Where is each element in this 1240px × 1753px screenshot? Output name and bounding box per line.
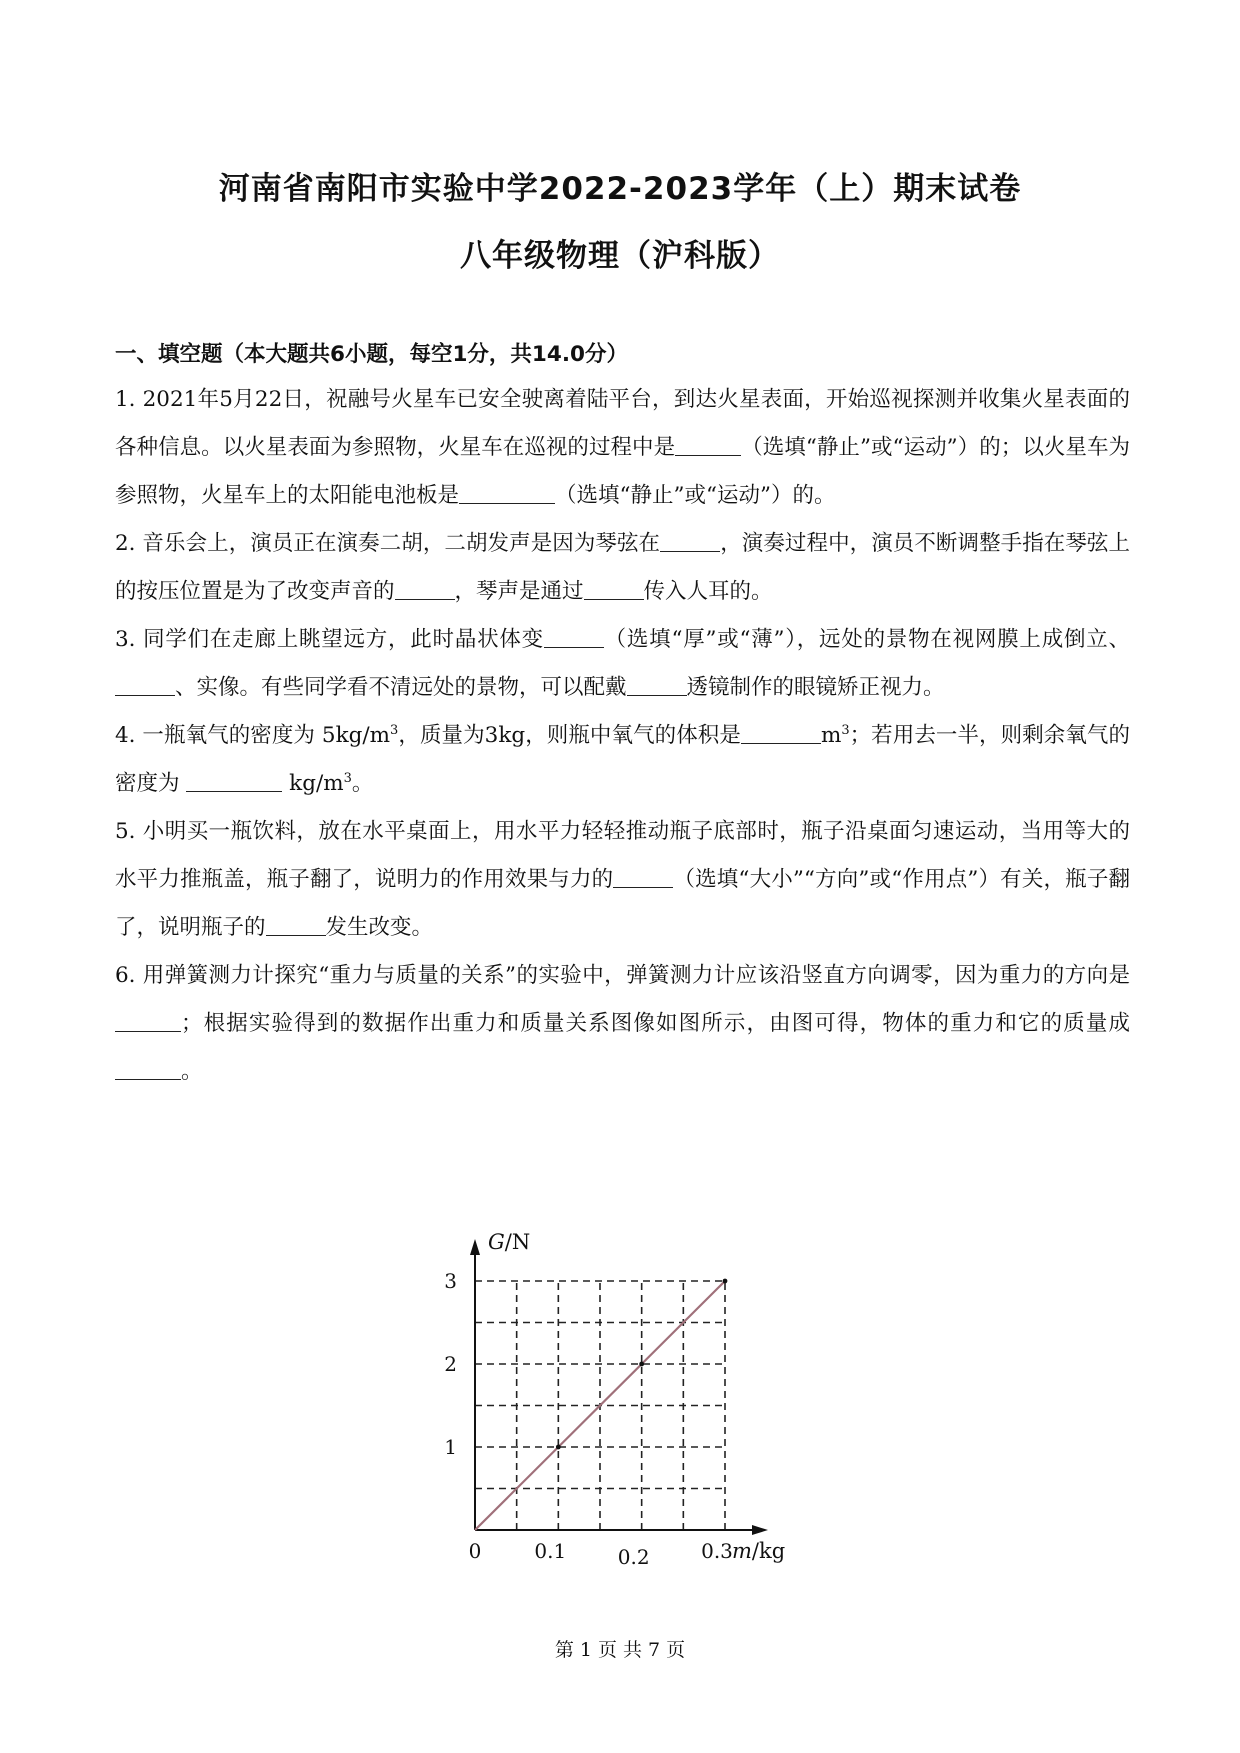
question-6 [115,952,1130,1096]
answer-blank[interactable] [115,1011,181,1032]
y-tick-label: 2 [444,1352,457,1376]
question-text: 1. 2021年5月22日，祝融号火星车已安全驶离着陆平台，到达火星表面，开始巡视探测并收集火星表面的各种信息。以火星表面为参照物，火星车在巡视的过程中是 [115,387,1130,460]
answer-blank[interactable] [115,1059,181,1080]
question-text: 6. 用弹簧测力计探究“重力与质量的关系”的实验中，弹簧测力计应该沿竖直方向调零，因为重力的方向是 [115,963,1130,988]
page-footer: 第 1 页 共 7 页 [554,1639,686,1661]
data-point [556,1445,561,1450]
question-text: 2. 音乐会上，演员正在演奏二胡，二胡发声是因为琴弦在 [115,531,661,556]
gravity-mass-chart [420,1225,800,1565]
section-heading: 一、填空题（本大题共6小题，每空1分，共14.0分） [115,342,628,367]
superscript: 3 [343,770,352,786]
question-text: 传入人耳的。 [643,579,773,604]
x-axis-arrow [752,1525,768,1535]
answer-blank[interactable] [186,771,282,792]
data-point [639,1362,644,1367]
answer-blank[interactable] [544,627,604,648]
answer-blank[interactable] [613,867,673,888]
question-text: （选填“静止”或“运动”）的。 [555,483,836,508]
answer-blank[interactable] [675,435,741,456]
question-text: 3. 同学们在走廊上眺望远方，此时晶状体变 [115,627,544,652]
y-axis-label: G/N [488,1230,531,1254]
question-text: （选填“静止”或“运动”）的；以火星车为参照物，火星车上的太阳能电池板是 [115,435,1131,508]
question-text: kg/m [282,771,344,796]
question-text: （选填“大小”“方向”或“作用点”）有关，瓶子翻了，说明瓶子的 [115,867,1130,940]
x-tick-label: 0.3 [701,1539,733,1563]
answer-blank[interactable] [459,483,555,504]
x-tick-label: 0.2 [617,1545,650,1565]
question-text: 5. 小明买一瓶饮料，放在水平桌面上，用水平力轻轻推动瓶子底部时，瓶子沿桌面匀速运动，当用等大的水平力推瓶盖，瓶子翻了，说明力的作用效果与力的 [115,819,1130,892]
y-axis-arrow [470,1239,480,1255]
question-text: ；根据实验得到的数据作出重力和质量关系图像如图所示，由图可得，物体的重力和它的质量成 [181,1011,1130,1036]
y-tick-label: 3 [444,1269,457,1293]
page-title: 河南省南阳市实验中学2022-2023学年（上）期末试卷 [218,171,1022,207]
question-2 [115,520,1130,616]
superscript: 3 [841,722,850,738]
question-text: ，演奏过程中，演员不断调整手指在琴弦上的按压位置是为了改变声音的 [115,531,1130,604]
question-text: 透镜制作的眼镜矫正视力。 [686,675,945,700]
question-text: 4. 一瓶氧气的密度为 5kg/m [115,723,391,748]
page-subtitle: 八年级物理（沪科版） [460,238,780,274]
answer-blank[interactable] [660,531,720,552]
question-text: 发生改变。 [325,915,434,940]
x-axis-label: m/kg [732,1539,786,1563]
answer-blank[interactable] [584,579,644,600]
question-1 [115,376,1130,520]
origin-label: 0 [468,1539,482,1563]
answer-blank[interactable] [395,579,455,600]
question-text: （选填“厚”或“薄”），远处的景物在视网膜上成倒立、 [603,627,1130,652]
question-text: 。 [351,771,374,796]
y-tick-label: 1 [444,1435,457,1459]
answer-blank[interactable] [741,723,821,744]
data-point [723,1279,728,1284]
question-3 [115,616,1130,712]
question-text: 、实像。有些同学看不清远处的景物，可以配戴 [175,675,627,700]
question-text: m [820,723,842,748]
question-text: ，琴声是通过 [454,579,584,604]
question-4 [115,712,1130,808]
question-text: ；若用去一半，则剩余氧气的密度为 [115,723,1130,796]
question-text: ，质量为3kg，则瓶中氧气的体积是 [398,723,741,748]
question-list [115,376,1130,1096]
x-tick-label: 0.1 [534,1539,567,1563]
question-text: 。 [181,1059,203,1084]
answer-blank[interactable] [266,915,326,936]
answer-blank[interactable] [115,675,175,696]
superscript: 3 [390,722,399,738]
question-5 [115,808,1130,952]
answer-blank[interactable] [627,675,687,696]
